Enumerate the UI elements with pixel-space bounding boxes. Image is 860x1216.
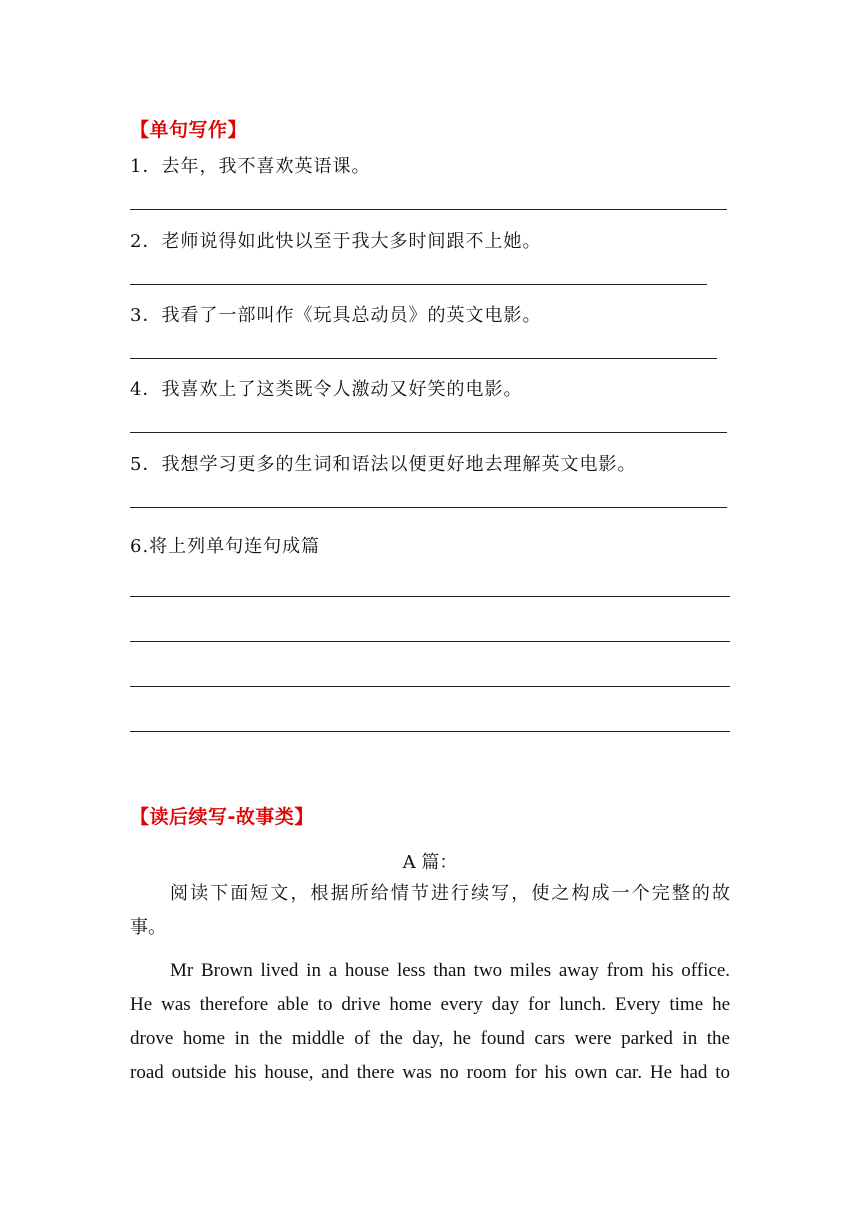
answer-line-3[interactable]	[130, 358, 717, 359]
instruction-paragraph	[130, 877, 730, 945]
essay-line-4[interactable]	[130, 731, 730, 732]
question-2: 2．老师说得如此快以至于我大多时间跟不上她。	[130, 231, 542, 252]
essay-line-2[interactable]	[130, 641, 730, 642]
instruction-line: 阅读下面短文，根据所给情节进行续写，使之构成一个完整的故	[170, 883, 730, 904]
question-1: 1．去年，我不喜欢英语课。	[130, 156, 371, 177]
answer-line-1[interactable]	[130, 209, 727, 210]
passage-line: road outside his house, and there was no room for his own car. He had to	[130, 1062, 730, 1083]
question-6: 6.将上列单句连句成篇	[130, 536, 321, 557]
answer-line-2[interactable]	[130, 284, 707, 285]
instruction-line: 事。	[130, 917, 166, 938]
essay-line-1[interactable]	[130, 596, 730, 597]
question-5: 5．我想学习更多的生词和语法以便更好地去理解英文电影。	[130, 454, 637, 475]
answer-line-4[interactable]	[130, 432, 727, 433]
answer-line-5[interactable]	[130, 507, 727, 508]
passage-paragraph	[130, 954, 730, 1090]
essay-line-3[interactable]	[130, 686, 730, 687]
section-heading-continuation-writing: 【读后续写-故事类】	[130, 806, 314, 828]
section-heading-single-sentence: 【单句写作】	[130, 119, 248, 141]
passage-line: He was therefore able to drive home every day for lunch. Every time he	[130, 994, 730, 1015]
passage-line: drove home in the middle of the day, he found cars were parked in the	[130, 1028, 730, 1049]
passage-subtitle: A 篇：	[402, 852, 458, 873]
question-3: 3．我看了一部叫作《玩具总动员》的英文电影。	[130, 305, 542, 326]
passage-line: Mr Brown lived in a house less than two miles away from his office.	[170, 960, 730, 981]
question-4: 4．我喜欢上了这类既令人激动又好笑的电影。	[130, 379, 523, 400]
